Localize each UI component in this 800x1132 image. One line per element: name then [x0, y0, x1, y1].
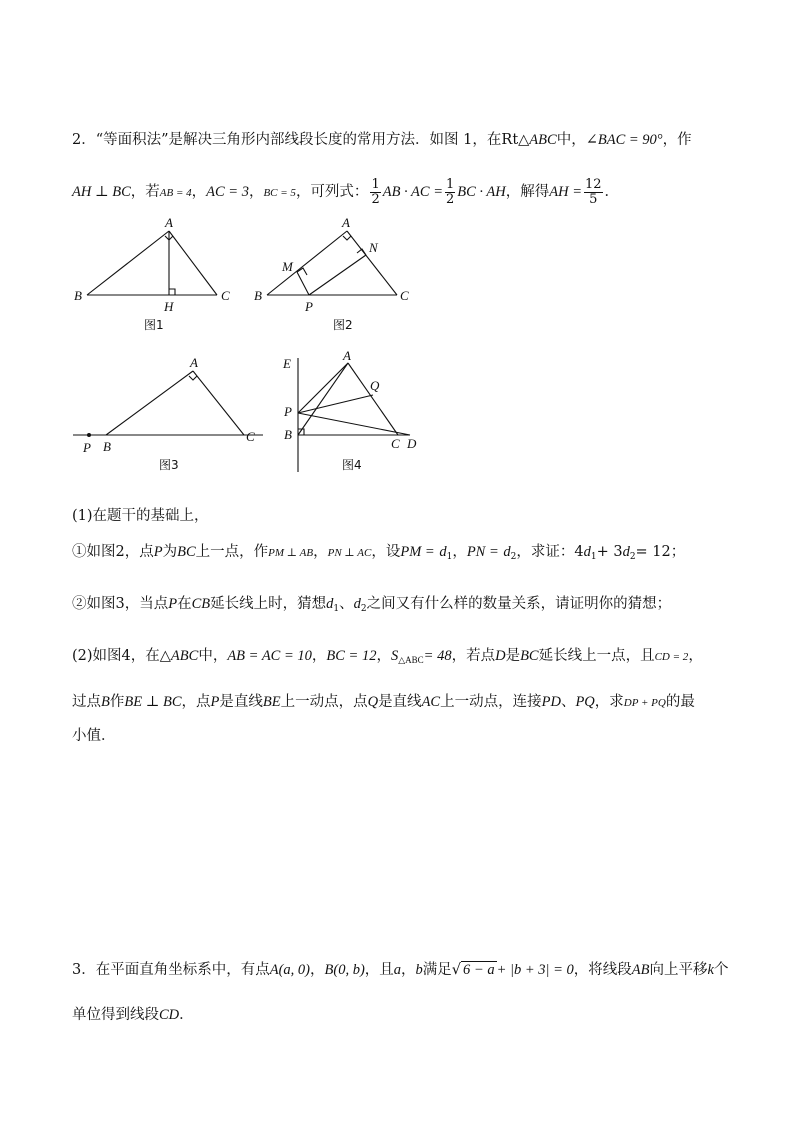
fig3-label-b: B — [103, 439, 111, 454]
figure-1 — [68, 215, 238, 335]
fig4-caption: 图4 — [342, 458, 362, 472]
fig2-label-m: M — [282, 259, 293, 274]
fig4-label-a: A — [343, 348, 351, 363]
fig3-caption: 图3 — [159, 458, 179, 472]
fig4-seg-pd — [298, 413, 410, 435]
part2-line3: 小值． — [72, 728, 116, 744]
fig1-caption: 图1 — [144, 318, 164, 332]
fig2-label-n: N — [369, 240, 378, 255]
fig3-label-c: C — [246, 429, 255, 444]
fig4-seg-pq — [298, 395, 373, 413]
fig4-label-d: D — [407, 436, 417, 451]
fig1-side-ab — [87, 231, 169, 295]
fig2-label-c: C — [400, 288, 409, 303]
part2-line2: 过点B作BE ⊥ BC，点P是直线BE上一动点，点Q是直线AC上一动点，连接PD、PQ，求DP + PQ的最 — [72, 694, 695, 710]
fig1-right-angle-h — [169, 289, 175, 295]
fraction-half-1: $\frac{1}{2}$ — [371, 177, 380, 207]
fig4-side-ab — [298, 363, 348, 435]
q2-line2: AH ⊥ BC，若AB = 4，AC = 3，BC = 5，可列式： $\frac{1}{2}$ AB · AC = $\frac{1}{2}$ BC · AH，解得AH = $\frac{12}{5}$ ． — [72, 177, 620, 207]
q2-line1: 2．“等面积法”是解决三角形内部线段长度的常用方法．如图 1，在Rt△ABC中，∠BAC = 90°，作 — [72, 132, 692, 148]
sqrt-expression: 6 − a — [463, 962, 495, 978]
fig2-perp-pm — [297, 272, 309, 295]
fig4-label-q: Q — [370, 378, 380, 393]
fig2-label-p: P — [305, 299, 313, 314]
fig1-label-c: C — [221, 288, 230, 303]
angle-bac: ∠BAC = 90° — [585, 132, 663, 148]
fig2-perp-pn — [309, 255, 366, 295]
part2-line1: (2)如图4，在△ABC中，AB = AC = 10，BC = 12，$S_{\triangle ABC}= 48$，若点D是BC延长线上一点，且CD = 2， — [72, 648, 703, 665]
part1-head: (1)在题干的基础上， — [72, 508, 209, 524]
fig3-side-ab — [106, 371, 193, 435]
fig2-label-a: A — [342, 215, 350, 230]
fig2-right-angle-a — [343, 236, 351, 240]
part1-item2: ②如图3，当点P在CB延长线上时，猜想$d_1$、$d_2$之间又有什么样的数量关系，请证明你的猜想； — [72, 596, 672, 614]
fig4-label-c: C — [391, 436, 400, 451]
fig1-label-a: A — [165, 215, 173, 230]
fig4-label-p: P — [284, 404, 292, 419]
fig2-side-ab — [267, 231, 347, 295]
fig4-seg-pa — [298, 363, 348, 413]
fraction-half-2: $\frac{1}{2}$ — [445, 177, 455, 207]
fig3-label-a: A — [190, 355, 198, 370]
q2-number: 2． — [72, 132, 96, 148]
fig1-label-b: B — [74, 288, 82, 303]
q3-line2: 单位得到线段CD． — [72, 1007, 194, 1023]
q3-line1: 3．在平面直角坐标系中，有点A(a, 0)，B(0, b)，且a，b满足√ 6 − a + |b + 3| = 0，将线段AB向上平移k个 — [72, 962, 729, 978]
fig3-side-ac — [193, 371, 244, 435]
fig2-label-b: B — [254, 288, 262, 303]
fig1-label-h: H — [164, 299, 174, 314]
fig1-side-ac — [169, 231, 217, 295]
fig2-caption: 图2 — [333, 318, 353, 332]
fig3-label-p: P — [83, 440, 91, 455]
figure-2 — [250, 215, 420, 335]
fig4-label-e: E — [283, 356, 291, 371]
fig3-right-angle-a — [189, 376, 197, 380]
figure-4 — [278, 350, 428, 475]
triangle-abc: △ABC — [518, 132, 557, 148]
figure-3 — [68, 355, 268, 475]
q3-number: 3． — [72, 962, 96, 978]
fig3-point-p — [87, 433, 91, 437]
part1-item1: ①如图2，点P为BC上一点，作PM ⊥ AB，PN ⊥ AC，设PM = $d_1$，PN = $d_2$，求证：$4d_1+ 3d_2= 12$； — [72, 544, 686, 562]
fig4-label-b: B — [284, 427, 292, 442]
fraction-12-5: $\frac{12}{5}$ — [585, 177, 602, 207]
